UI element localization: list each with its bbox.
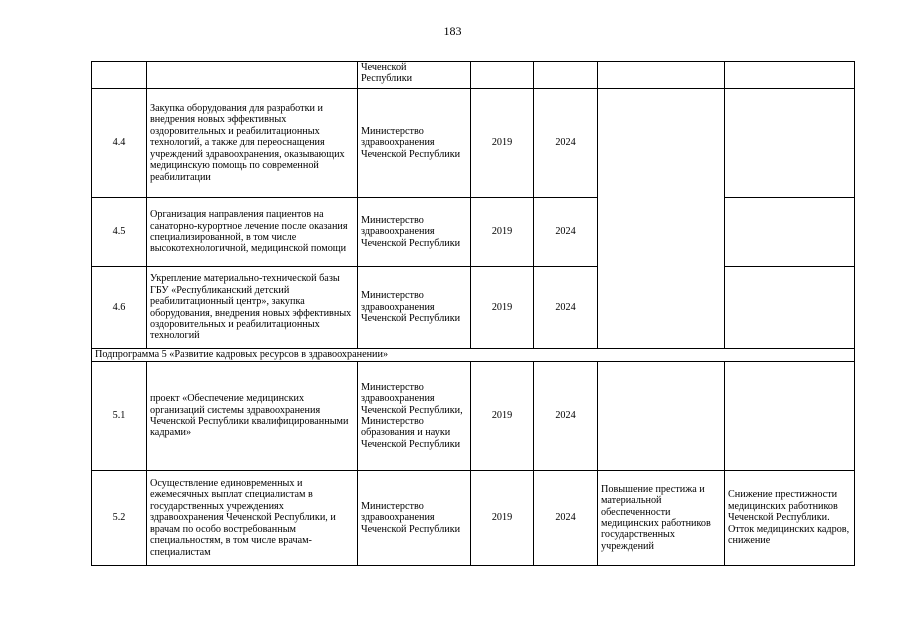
- cell-num: 5.1: [92, 362, 147, 471]
- cell-start: 2019: [471, 362, 534, 471]
- cell-num: 4.6: [92, 267, 147, 349]
- cell-name: [147, 62, 358, 89]
- cell-start: 2019: [471, 471, 534, 566]
- cell-end: 2024: [534, 267, 598, 349]
- cell-consequence: Снижение престижности медицинских работников Чеченской Республики. Отток медицинских кадров, снижение: [725, 471, 855, 566]
- table-row-continuation: [92, 62, 855, 89]
- table-row: [92, 267, 855, 349]
- subprogram-title: Подпрограмма 5 «Развитие кадровых ресурсов в здравоохранении»: [92, 349, 855, 362]
- cell-start: 2019: [471, 198, 534, 267]
- cell-name: Осуществление единовременных и ежемесячных выплат специалистам в государственных учреждениях здравоохранения Чеченской Республики, и врачам по особо востребованным специальностям, в том числе врачам-специалистам: [147, 471, 358, 566]
- cell-executor: Министерство здравоохранения Чеченской Республики: [358, 89, 471, 198]
- subprogram-header-row: [92, 349, 855, 362]
- cell-name: Укрепление материально-технической базы ГБУ «Республиканский детский реабилитационный центр», закупка оборудования, внедрения новых эффективных оздоровительных и реабилитационных технологий: [147, 267, 358, 349]
- table-row: [92, 198, 855, 267]
- cell-result: [598, 62, 725, 89]
- cell-num: [92, 62, 147, 89]
- cell-num: 4.5: [92, 198, 147, 267]
- cell-name: проект «Обеспечение медицинских организаций системы здравоохранения Чеченской Республики квалифицированными кадрами»: [147, 362, 358, 471]
- cell-num: 5.2: [92, 471, 147, 566]
- cell-start: [471, 62, 534, 89]
- table-row: [92, 362, 855, 471]
- cell-consequence: [725, 267, 855, 349]
- cell-name: Организация направления пациентов на санаторно-курортное лечение после оказания специализированной, в том числе высокотехнологичной, медицинской помощи: [147, 198, 358, 267]
- table-row: [92, 471, 855, 566]
- cell-name: Закупка оборудования для разработки и внедрения новых эффективных оздоровительных и реабилитационных технологий, а также для переоснащения учреждений здравоохранения, оказывающих медицинскую помощь по современной реабилитации: [147, 89, 358, 198]
- page-number: 183: [443, 24, 462, 38]
- cell-start: 2019: [471, 267, 534, 349]
- cell-executor: Чеченской Республики: [358, 62, 471, 89]
- cell-consequence: [725, 62, 855, 89]
- cell-executor: Министерство здравоохранения Чеченской Республики, Министерство образования и науки Чеченской Республики: [358, 362, 471, 471]
- table-row: [92, 89, 855, 198]
- cell-num: 4.4: [92, 89, 147, 198]
- cell-consequence: [725, 89, 855, 198]
- cell-consequence: [725, 362, 855, 471]
- cell-consequence: [725, 198, 855, 267]
- cell-result: [598, 89, 725, 349]
- cell-executor: Министерство здравоохранения Чеченской Республики: [358, 198, 471, 267]
- cell-executor: Министерство здравоохранения Чеченской Республики: [358, 471, 471, 566]
- cell-end: 2024: [534, 89, 598, 198]
- cell-executor: Министерство здравоохранения Чеченской Республики: [358, 267, 471, 349]
- cell-result: [598, 362, 725, 471]
- cell-end: [534, 62, 598, 89]
- cell-end: 2024: [534, 198, 598, 267]
- measures-table: [91, 61, 855, 566]
- cell-end: 2024: [534, 362, 598, 471]
- cell-end: 2024: [534, 471, 598, 566]
- cell-start: 2019: [471, 89, 534, 198]
- cell-result: Повышение престижа и материальной обеспеченности медицинских работников государственных учреждений: [598, 471, 725, 566]
